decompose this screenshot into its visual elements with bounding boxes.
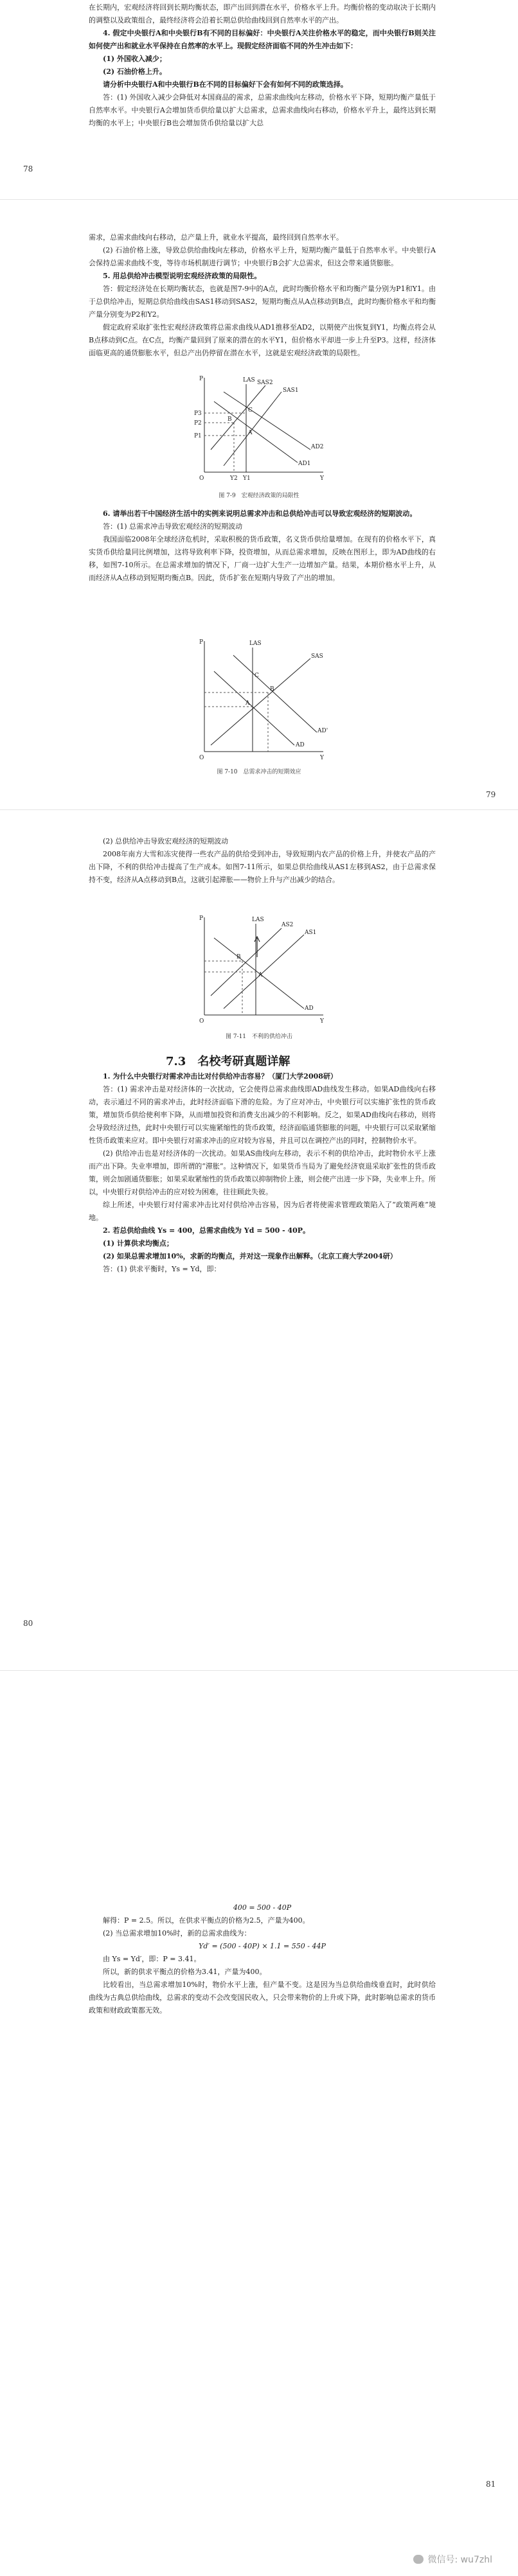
as1-label: AS1 [305, 930, 317, 936]
figure-7-10-caption: 图 7-10 总需求冲击的短期效应 [217, 769, 301, 775]
y-axis-label: Y [320, 475, 324, 482]
ad1-label: AD1 [298, 461, 311, 467]
las-label: LAS [252, 917, 264, 923]
as2-label: AS2 [281, 922, 294, 928]
point-b: B [237, 954, 241, 960]
page-number: 78 [23, 164, 33, 173]
point-a: A [248, 430, 253, 436]
sas-curve [211, 658, 310, 745]
y-axis-label: Y [320, 755, 324, 761]
figure-7-9 [185, 373, 333, 488]
las-label: LAS [249, 640, 262, 647]
page-78-body [89, 1, 436, 130]
point-a: A [246, 700, 250, 707]
equation: Yd′ = (500 - 40P) × 1.1 = 550 - 44P [199, 1942, 326, 1950]
answer-paragraph: 综上所述，中央银行对付需求冲击比对付供给冲击容易，因为后者将使需求管理政策陷入了“政策两难”境地。 [89, 1201, 436, 1222]
figure-7-10 [185, 636, 333, 764]
sas2-curve [211, 385, 265, 450]
p1-label: P1 [194, 433, 202, 439]
question-item: (2) 如果总需求增加10%，求新的均衡点，并对这一现象作出解释。（北京工商大学2004研） [103, 1252, 397, 1260]
ad2-label: AD2 [311, 444, 324, 450]
point-b: B [228, 416, 232, 423]
page-78 [0, 0, 518, 193]
ad-label: AD [305, 1005, 314, 1012]
question-item: (2) 石油价格上升。 [103, 67, 166, 76]
answer-paragraph: 答：(1) 外国收入减少会降低对本国商品的需求，总需求曲线向左移动，价格水平下降，短期均衡产量低于自然率水平。中央银行A会增加货币供给量以扩大总需求，总需求曲线向右移动，价格水平升上，最终达到长期均衡的水平上；中央银行B也会增加货币供给量以扩大总 [89, 93, 436, 127]
answer-paragraph: 由 Ys = Yd′，即：P = 3.41。 [103, 1955, 201, 1963]
answer-paragraph: (2) 总供给冲击导致宏观经济的短期波动 [103, 837, 229, 845]
section-title: 7.3 名校考研真题详解 [166, 1055, 290, 1068]
page-80 [0, 829, 518, 1664]
answer-paragraph: 比较看出，当总需求增加10%时，物价水平上涨，但产量不变。这是因为当总供给曲线垂直时，此时供给曲线为古典总供给曲线，总需求的变动不会改变国民收入，只会带来物价的上升或下降，此时影响总需求的货币政策和财政政策都无效。 [89, 1981, 436, 2015]
figure-7-11-caption: 图 7-11 不利的供给冲击 [225, 1034, 293, 1040]
page-number: 80 [23, 1619, 33, 1628]
as2-curve [211, 928, 281, 996]
paragraph: 需求，总需求曲线向右移动，总产量上升，就业水平提高，最终回到自然率水平。 [89, 233, 343, 242]
ad-prime-curve [233, 655, 317, 732]
p2-label: P2 [194, 420, 202, 427]
ad-curve [214, 671, 294, 745]
page-divider [0, 1670, 518, 1671]
p-axis-label: P [199, 915, 204, 922]
p3-label: P3 [194, 410, 202, 417]
y1-label: Y1 [243, 475, 251, 482]
answer-paragraph: 答：(1) 供求平衡时，Ys = Yd，即： [103, 1265, 221, 1273]
question-heading: 2. 若总供给曲线 Ys = 400，总需求曲线为 Yd = 500 - 40P。 [103, 1226, 310, 1235]
p-axis-label: P [199, 639, 204, 646]
origin-label: O [199, 475, 204, 482]
sas1-curve [224, 392, 281, 466]
ad-prime-label: AD' [317, 728, 328, 734]
page-number: 79 [486, 790, 496, 799]
y-axis-label: Y [320, 1018, 324, 1025]
answer-paragraph: 所以，新的供求平衡点的价格为3.41，产量为400。 [103, 1968, 267, 1976]
page-81-body [89, 1901, 436, 2017]
page-number: 81 [486, 2480, 496, 2489]
question-item: 请分析中央银行A和中央银行B在不同的目标偏好下会有如何不同的政策选择。 [103, 80, 348, 89]
page-80-body-b [89, 1054, 436, 1276]
point-c: C [255, 673, 259, 679]
watermark [413, 2553, 492, 2566]
p-axis-label: P [199, 376, 204, 382]
question-heading: 6. 请举出若干中国经济生活中的实例来说明总需求冲击和总供给冲击可以导致宏观经济的短期波动。 [103, 509, 417, 518]
answer-paragraph: 2008年南方大雪和冻灾使得一些农产品的供给受到冲击，导致短期内农产品的价格上升，并使农产品的产出下降，不利的供给冲击提高了生产成本。如图7-11所示，如果总供给曲线从AS1左移到AS2，由于总需求保持不变，经济从A点移动到B点，这就引起滞胀——物价上升与产出减少的结合。 [89, 850, 436, 884]
ad-label: AD [296, 742, 305, 748]
question-heading: 1. 为什么中央银行对需求冲击比对付供给冲击容易？（厦门大学2008研） [103, 1072, 337, 1081]
page-79-body-a [89, 231, 436, 360]
sas1-label: SAS1 [283, 387, 299, 394]
answer-paragraph: 答：假定经济处在长期均衡状态，也就是图7-9中的A点，此时均衡价格水平和均衡产量分别为P1和Y1。由于总供给冲击，短期总供给曲线由SAS1移动到SAS2，短期均衡点从A点移动到B点，此时均衡价格水平和均衡产量分别变为P2和Y2。 [89, 285, 436, 319]
page-79-body-b [89, 507, 436, 585]
las-label: LAS [243, 377, 255, 384]
sas-label: SAS [311, 653, 323, 660]
paragraph: 在长期内，宏观经济将回到长期均衡状态，即产出回到潜在水平，价格水平上升。均衡价格的变动取决于长期内的调整以及政策组合，最终经济将会沿着长期总供给曲线回到自然率水平的产出。 [89, 3, 436, 24]
point-b: B [270, 686, 274, 693]
answer-paragraph: 假定政府采取扩张性宏观经济政策将总需求曲线从AD1推移至AD2，以期使产出恢复到Y1，均衡点将会从B点移动到C点。在C点，均衡产量回到了原来的潜在的水平Y1，但价格水平却进一步上升至P3。这样，经济体面临更高的通货膨胀水平，但总产出仍停留在潜在水平，这就是宏观经济政策的局限性。 [89, 323, 436, 357]
ad2-curve [224, 392, 310, 450]
answer-paragraph: (2) 当总需求增加10%时，新的总需求曲线为： [103, 1929, 251, 1937]
wechat-icon [413, 2555, 424, 2564]
figure-7-11 [185, 912, 333, 1028]
y2-label: Y2 [230, 475, 238, 482]
watermark-text: 微信号: wu7zhl [427, 2555, 492, 2565]
page-81 [0, 1696, 518, 2576]
figure-7-9-caption: 图 7-9 宏观经济政策的局限性 [219, 493, 299, 499]
answer-paragraph: 我国面临2008年全球经济危机时，采取积极的货币政策，名义货币供给量增加。在现有的价格水平下，真实货币供给量同比例增加，这将导致利率下降，投资增加，从而总需求增加，反映在图形上，即为AD曲线的右移，如图7-10所示。在总需求增加的情况下，厂商一边扩大生产一边增加产量。结果，本期价格水平上升，从而经济从A点移动到短期均衡点B。因此，货币扩张在短期内导致了产出的增加。 [89, 535, 436, 582]
answer-paragraph: (2) 供给冲击也是对经济体的一次扰动。如果AS曲线向左移动，表示不利的供给冲击，此时物价水平上涨而产出下降。失业率增加，即所谓的“滞胀”。这种情况下，如果货币当局为了避免经济衰退采取扩张性的货币政策，则会加剧通货膨胀；如果采取紧缩性的货币政策以抑制物价上涨，则会使产出进一步下降，失业率上升。所以，中央银行对供给冲击的应对较为困难，往往顾此失彼。 [89, 1149, 436, 1196]
page-divider [0, 199, 518, 200]
question-item: (1) 外国收入减少； [103, 55, 166, 63]
page-80-body-a [89, 835, 436, 887]
question-item: (1) 计算供求均衡点； [103, 1239, 174, 1248]
answer-paragraph: 解得：P = 2.5。所以，在供求平衡点的价格为2.5，产量为400。 [103, 1916, 310, 1925]
paragraph: (2) 石油价格上涨，导致总供给曲线向左移动，价格水平上升，短期均衡产量低于自然率水平。中央银行A会保持总需求曲线不变，等待市场机制进行调节；中央银行B会扩大总需求，但这会带来通货膨胀。 [89, 246, 436, 267]
point-c: C [248, 407, 253, 414]
origin-label: O [199, 755, 204, 761]
equation: 400 = 500 - 40P [233, 1903, 292, 1912]
ad1-curve [214, 401, 298, 463]
answer-paragraph: 答：(1) 总需求冲击导致宏观经济的短期波动 [103, 522, 243, 531]
answer-paragraph: 答：(1) 需求冲击是对经济体的一次扰动，它会使得总需求曲线即AD曲线发生移动。如果AD曲线向右移动，表示通过不同的需求冲击，此时经济面临下滑的危险。为了应对冲击，中央银行可以实施扩张性的货币政策，增加货币供给使利率下降，从而增加投资和消费支出减少的不利影响。反之，如果AD曲线向右移动，则将会导致经济过热，此时中央银行可以实施紧缩性的货币政策，经济面临通货膨胀的问题，中央银行可以采取紧缩性货币政策来应对。即中央银行对需求冲击的应对较为容易，并且可以在调控产出的同时，控制物价水平。 [89, 1085, 436, 1145]
sas2-label: SAS2 [257, 380, 273, 386]
question-heading: 5. 用总供给冲击模型说明宏观经济政策的局限性。 [103, 272, 262, 280]
question-heading: 4. 假定中央银行A和中央银行B有不同的目标偏好：中央银行A关注价格水平的稳定，而中央银行B则关注如何使产出和就业水平保持在自然率的水平上。现假定经济面临不同的外生冲击如下： [89, 29, 436, 50]
page-divider [0, 809, 518, 810]
origin-label: O [199, 1018, 204, 1025]
point-a: A [258, 972, 263, 978]
